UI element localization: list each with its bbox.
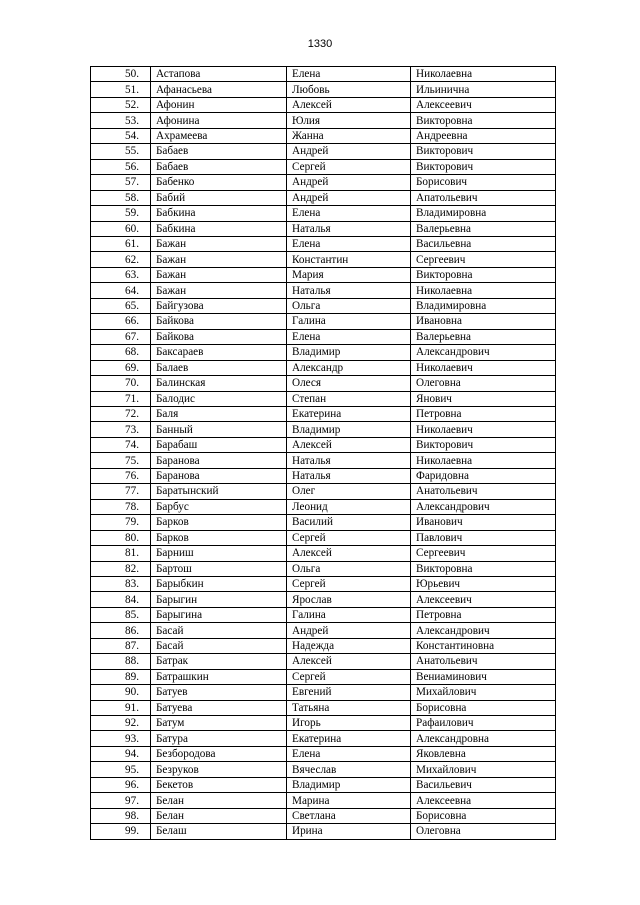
patronymic-cell: Константиновна [411,638,556,653]
surname-cell: Астапова [151,67,287,82]
table-row [91,267,556,282]
patronymic-cell: Владимировна [411,298,556,313]
surname-cell: Бартош [151,561,287,576]
table-row [91,638,556,653]
table-row [91,561,556,576]
table-row [91,468,556,483]
row-number: 83. [91,576,151,591]
table-row [91,67,556,82]
row-number: 50. [91,67,151,82]
surname-cell: Батура [151,731,287,746]
row-number: 68. [91,345,151,360]
surname-cell: Бекетов [151,777,287,792]
table-row [91,669,556,684]
row-number: 53. [91,113,151,128]
row-number: 79. [91,515,151,530]
table-row [91,391,556,406]
row-number: 63. [91,267,151,282]
first-name-cell: Андрей [287,175,411,190]
patronymic-cell: Владимировна [411,206,556,221]
table-row [91,221,556,236]
first-name-cell: Ирина [287,824,411,839]
table-row [91,144,556,159]
first-name-cell: Елена [287,67,411,82]
first-name-cell: Юлия [287,113,411,128]
patronymic-cell: Иванович [411,515,556,530]
surname-cell: Баратынский [151,484,287,499]
first-name-cell: Надежда [287,638,411,653]
first-name-cell: Елена [287,329,411,344]
surname-cell: Бажан [151,252,287,267]
surname-cell: Байкова [151,329,287,344]
row-number: 70. [91,376,151,391]
surname-cell: Безруков [151,762,287,777]
first-name-cell: Александр [287,360,411,375]
table-row [91,654,556,669]
row-number: 73. [91,422,151,437]
table-row [91,97,556,112]
first-name-cell: Ольга [287,561,411,576]
first-name-cell: Владимир [287,422,411,437]
table-row [91,746,556,761]
surname-cell: Баля [151,406,287,421]
first-name-cell: Владимир [287,345,411,360]
table-row [91,422,556,437]
row-number: 80. [91,530,151,545]
patronymic-cell: Борисович [411,175,556,190]
surname-cell: Афонина [151,113,287,128]
first-name-cell: Светлана [287,808,411,823]
patronymic-cell: Юрьевич [411,576,556,591]
row-number: 60. [91,221,151,236]
patronymic-cell: Михайлович [411,685,556,700]
first-name-cell: Вячеслав [287,762,411,777]
first-name-cell: Сергей [287,576,411,591]
first-name-cell: Екатерина [287,731,411,746]
patronymic-cell: Петровна [411,406,556,421]
patronymic-cell: Александровна [411,731,556,746]
patronymic-cell: Викторович [411,159,556,174]
patronymic-cell: Петровна [411,607,556,622]
table-row [91,252,556,267]
patronymic-cell: Янович [411,391,556,406]
table-row [91,437,556,452]
row-number: 98. [91,808,151,823]
row-number: 69. [91,360,151,375]
first-name-cell: Галина [287,607,411,622]
table-row [91,576,556,591]
patronymic-cell: Борисовна [411,700,556,715]
surname-cell: Балинская [151,376,287,391]
surname-cell: Байкова [151,314,287,329]
first-name-cell: Сергей [287,669,411,684]
patronymic-cell: Апатольевич [411,190,556,205]
row-number: 71. [91,391,151,406]
first-name-cell: Алексей [287,437,411,452]
row-number: 65. [91,298,151,313]
row-number: 96. [91,777,151,792]
patronymic-cell: Вениаминович [411,669,556,684]
patronymic-cell: Васильевич [411,777,556,792]
surname-cell: Бабаев [151,159,287,174]
surname-cell: Батуева [151,700,287,715]
surname-cell: Афанасьева [151,82,287,97]
first-name-cell: Жанна [287,128,411,143]
patronymic-cell: Павлович [411,530,556,545]
patronymic-cell: Алексеевна [411,793,556,808]
surname-cell: Безбородова [151,746,287,761]
table-row [91,824,556,839]
surname-cell: Барбус [151,499,287,514]
patronymic-cell: Викторовна [411,561,556,576]
first-name-cell: Олеся [287,376,411,391]
first-name-cell: Екатерина [287,406,411,421]
row-number: 88. [91,654,151,669]
patronymic-cell: Рафаилович [411,716,556,731]
patronymic-cell: Николаевич [411,422,556,437]
surname-cell: Белаш [151,824,287,839]
table-row [91,685,556,700]
surname-cell: Банный [151,422,287,437]
patronymic-cell: Алексеевич [411,97,556,112]
row-number: 94. [91,746,151,761]
patronymic-cell: Викторовна [411,267,556,282]
first-name-cell: Владимир [287,777,411,792]
patronymic-cell: Алексеевич [411,592,556,607]
table-row [91,808,556,823]
table-row [91,283,556,298]
table-row [91,592,556,607]
first-name-cell: Ярослав [287,592,411,607]
table-row [91,113,556,128]
table-row [91,406,556,421]
first-name-cell: Галина [287,314,411,329]
surname-cell: Баранова [151,453,287,468]
patronymic-cell: Ильинична [411,82,556,97]
patronymic-cell: Сергеевич [411,546,556,561]
row-number: 92. [91,716,151,731]
first-name-cell: Наталья [287,468,411,483]
names-table [90,66,556,840]
row-number: 57. [91,175,151,190]
row-number: 75. [91,453,151,468]
surname-cell: Барков [151,515,287,530]
first-name-cell: Константин [287,252,411,267]
row-number: 72. [91,406,151,421]
table-row [91,345,556,360]
first-name-cell: Сергей [287,159,411,174]
surname-cell: Ахрамеева [151,128,287,143]
patronymic-cell: Викторовна [411,113,556,128]
table-row [91,546,556,561]
patronymic-cell: Анатольевич [411,654,556,669]
table-row [91,190,556,205]
table-row [91,793,556,808]
table-row [91,360,556,375]
row-number: 54. [91,128,151,143]
patronymic-cell: Валерьевна [411,329,556,344]
table-row [91,175,556,190]
patronymic-cell: Александрович [411,345,556,360]
first-name-cell: Ольга [287,298,411,313]
patronymic-cell: Николаевна [411,283,556,298]
surname-cell: Батуев [151,685,287,700]
table-row [91,236,556,251]
row-number: 56. [91,159,151,174]
row-number: 51. [91,82,151,97]
row-number: 86. [91,623,151,638]
patronymic-cell: Олеговна [411,824,556,839]
row-number: 62. [91,252,151,267]
first-name-cell: Мария [287,267,411,282]
patronymic-cell: Викторович [411,437,556,452]
table-row [91,731,556,746]
table-row [91,607,556,622]
row-number: 82. [91,561,151,576]
patronymic-cell: Ивановна [411,314,556,329]
surname-cell: Афонин [151,97,287,112]
first-name-cell: Елена [287,206,411,221]
row-number: 61. [91,236,151,251]
surname-cell: Бабаев [151,144,287,159]
first-name-cell: Алексей [287,654,411,669]
surname-cell: Барабаш [151,437,287,452]
surname-cell: Балаев [151,360,287,375]
surname-cell: Барыгин [151,592,287,607]
surname-cell: Балодис [151,391,287,406]
first-name-cell: Андрей [287,190,411,205]
patronymic-cell: Васильевна [411,236,556,251]
table-row [91,453,556,468]
row-number: 76. [91,468,151,483]
row-number: 84. [91,592,151,607]
first-name-cell: Леонид [287,499,411,514]
table-row [91,206,556,221]
surname-cell: Барков [151,530,287,545]
surname-cell: Бабий [151,190,287,205]
table-row [91,376,556,391]
row-number: 97. [91,793,151,808]
names-table-body [91,67,556,840]
row-number: 74. [91,437,151,452]
surname-cell: Басай [151,623,287,638]
row-number: 78. [91,499,151,514]
row-number: 99. [91,824,151,839]
surname-cell: Белан [151,793,287,808]
patronymic-cell: Олеговна [411,376,556,391]
first-name-cell: Наталья [287,283,411,298]
surname-cell: Бажан [151,236,287,251]
row-number: 66. [91,314,151,329]
patronymic-cell: Андреевна [411,128,556,143]
table-row [91,484,556,499]
table-row [91,530,556,545]
first-name-cell: Марина [287,793,411,808]
patronymic-cell: Александрович [411,499,556,514]
first-name-cell: Олег [287,484,411,499]
surname-cell: Баранова [151,468,287,483]
surname-cell: Бабенко [151,175,287,190]
row-number: 64. [91,283,151,298]
first-name-cell: Андрей [287,623,411,638]
first-name-cell: Любовь [287,82,411,97]
row-number: 55. [91,144,151,159]
first-name-cell: Степан [287,391,411,406]
first-name-cell: Игорь [287,716,411,731]
patronymic-cell: Борисовна [411,808,556,823]
patronymic-cell: Яковлевна [411,746,556,761]
table-row [91,314,556,329]
table-row [91,159,556,174]
first-name-cell: Алексей [287,546,411,561]
patronymic-cell: Михайлович [411,762,556,777]
surname-cell: Бабкина [151,206,287,221]
patronymic-cell: Александрович [411,623,556,638]
patronymic-cell: Валерьевна [411,221,556,236]
surname-cell: Бажан [151,267,287,282]
first-name-cell: Сергей [287,530,411,545]
table-row [91,700,556,715]
table-row [91,499,556,514]
table-row [91,329,556,344]
patronymic-cell: Николаевна [411,67,556,82]
surname-cell: Батрак [151,654,287,669]
first-name-cell: Евгений [287,685,411,700]
patronymic-cell: Викторович [411,144,556,159]
first-name-cell: Наталья [287,453,411,468]
surname-cell: Бабкина [151,221,287,236]
table-row [91,716,556,731]
surname-cell: Бажан [151,283,287,298]
first-name-cell: Наталья [287,221,411,236]
table-row [91,777,556,792]
surname-cell: Белан [151,808,287,823]
first-name-cell: Елена [287,236,411,251]
first-name-cell: Алексей [287,97,411,112]
table-row [91,298,556,313]
row-number: 52. [91,97,151,112]
patronymic-cell: Николаевич [411,360,556,375]
surname-cell: Батум [151,716,287,731]
row-number: 77. [91,484,151,499]
surname-cell: Барыгина [151,607,287,622]
surname-cell: Барниш [151,546,287,561]
row-number: 95. [91,762,151,777]
first-name-cell: Татьяна [287,700,411,715]
row-number: 89. [91,669,151,684]
first-name-cell: Василий [287,515,411,530]
table-row [91,623,556,638]
first-name-cell: Елена [287,746,411,761]
surname-cell: Байгузова [151,298,287,313]
patronymic-cell: Фаридовна [411,468,556,483]
row-number: 85. [91,607,151,622]
row-number: 93. [91,731,151,746]
row-number: 90. [91,685,151,700]
row-number: 87. [91,638,151,653]
row-number: 58. [91,190,151,205]
first-name-cell: Андрей [287,144,411,159]
row-number: 81. [91,546,151,561]
surname-cell: Басай [151,638,287,653]
surname-cell: Барыбкин [151,576,287,591]
row-number: 67. [91,329,151,344]
table-row [91,762,556,777]
patronymic-cell: Николаевна [411,453,556,468]
page-number: 1330 [307,38,333,50]
row-number: 59. [91,206,151,221]
table-row [91,128,556,143]
patronymic-cell: Сергеевич [411,252,556,267]
surname-cell: Баксараев [151,345,287,360]
table-row [91,515,556,530]
patronymic-cell: Анатольевич [411,484,556,499]
surname-cell: Батрашкин [151,669,287,684]
table-row [91,82,556,97]
row-number: 91. [91,700,151,715]
